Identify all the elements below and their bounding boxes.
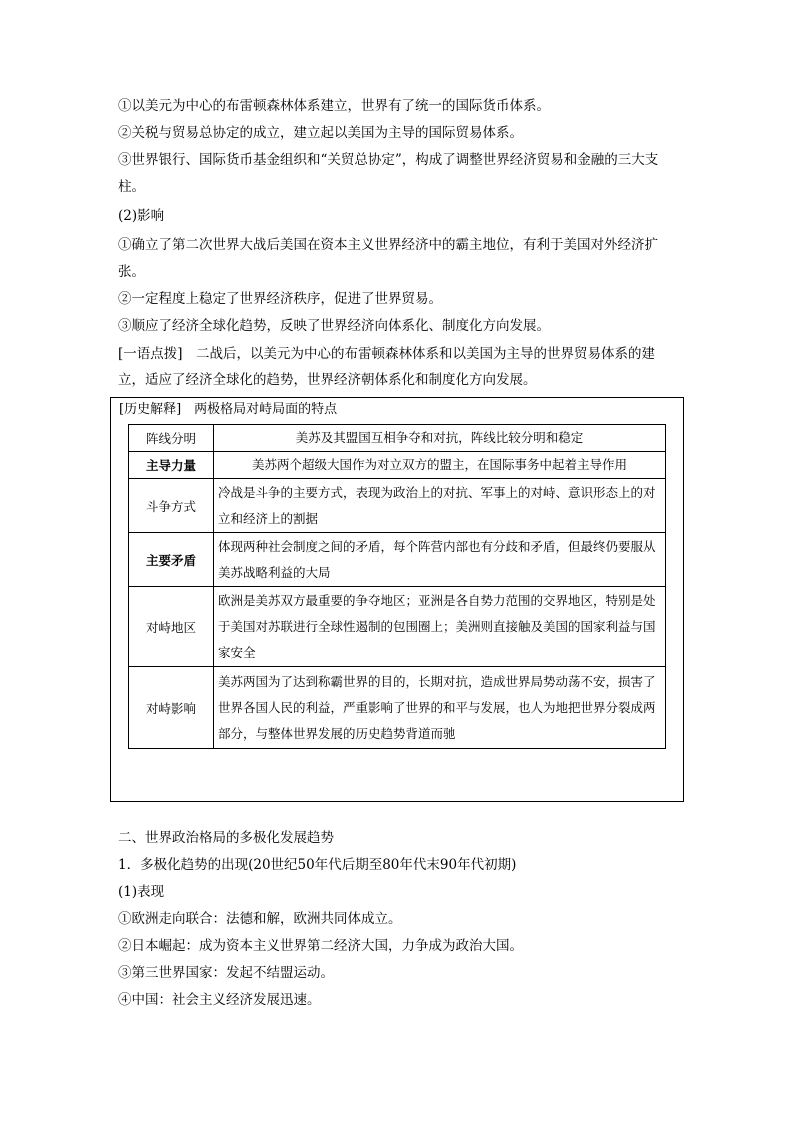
table-row xyxy=(129,587,666,667)
numbered-heading: 1．多极化趋势的出现(20世纪50年代后期至80年代末90年代初期) xyxy=(118,857,517,873)
table-row xyxy=(129,425,666,452)
text-line: ①以美元为中心的布雷顿森林体系建立，世界有了统一的国际货币体系。 xyxy=(118,98,550,114)
history-explanation-box xyxy=(110,397,684,802)
subheading: (1)表现 xyxy=(118,884,165,900)
text-line: ③世界银行、国际货币基金组织和“关贸总协定”，构成了调整世界经济贸易和金融的三大支 xyxy=(118,152,659,168)
row-key: 主导力量 xyxy=(129,452,214,479)
row-value: 美苏及其盟国互相争夺和对抗，阵线比较分明和稳定 xyxy=(214,425,666,452)
row-key: 斗争方式 xyxy=(129,479,214,533)
section-heading: 二、世界政治格局的多极化发展趋势 xyxy=(118,830,334,846)
box-title: [历史解释] 两极格局对峙局面的特点 xyxy=(119,402,338,417)
text-line: ②日本崛起：成为资本主义世界第二经济大国，力争成为政治大国。 xyxy=(118,938,523,954)
tip-line-2: 立，适应了经济全球化的趋势，世界经济朝体系化和制度化方向发展。 xyxy=(118,372,537,388)
row-value: 体现两种社会制度之间的矛盾，每个阵营内部也有分歧和矛盾，但最终仍要服从美苏战略利益的大局 xyxy=(214,533,666,587)
row-value: 冷战是斗争的主要方式，表现为政治上的对抗、军事上的对峙、意识形态上的对立和经济上的割据 xyxy=(214,479,666,533)
text-line: ③第三世界国家：发起不结盟运动。 xyxy=(118,965,334,981)
text-line: ①确立了第二次世界大战后美国在资本主义世界经济中的霸主地位，有利于美国对外经济扩 xyxy=(118,237,658,253)
row-value: 欧洲是美苏双方最重要的争夺地区；亚洲是各自势力范围的交界地区，特别是处于美国对苏联进行全球性遏制的包围圈上；美洲则直接触及美国的国家利益与国家安全 xyxy=(214,587,666,667)
text-line: ②一定程度上稳定了世界经济秩序，促进了世界贸易。 xyxy=(118,291,442,307)
text-line: ②关税与贸易总协定的成立，建立起以美国为主导的国际贸易体系。 xyxy=(118,125,523,141)
row-key: 阵线分明 xyxy=(129,425,214,452)
text-line: ③顺应了经济全球化趋势，反映了世界经济向体系化、制度化方向发展。 xyxy=(118,318,550,334)
table-row xyxy=(129,533,666,587)
text-line: 张。 xyxy=(118,264,145,280)
text-line: 柱。 xyxy=(118,179,145,195)
row-key: 对峙地区 xyxy=(129,587,214,667)
table-row xyxy=(129,667,666,749)
subheading: (2)影响 xyxy=(118,208,165,224)
tip-line-1: [一语点拨] 二战后，以美元为中心的布雷顿森林体系和以美国为主导的世界贸易体系的建 xyxy=(118,346,656,362)
table-row xyxy=(129,452,666,479)
features-table xyxy=(128,424,666,749)
text-line: ④中国：社会主义经济发展迅速。 xyxy=(118,992,321,1008)
table-row xyxy=(129,479,666,533)
text-line: ①欧洲走向联合：法德和解，欧洲共同体成立。 xyxy=(118,911,402,927)
row-value: 美苏两国为了达到称霸世界的目的，长期对抗，造成世界局势动荡不安，损害了世界各国人民的利益，严重影响了世界的和平与发展，也人为地把世界分裂成两部分，与整体世界发展的历史趋势背道而驰 xyxy=(214,667,666,749)
row-value: 美苏两个超级大国作为对立双方的盟主，在国际事务中起着主导作用 xyxy=(214,452,666,479)
row-key: 对峙影响 xyxy=(129,667,214,749)
row-key: 主要矛盾 xyxy=(129,533,214,587)
